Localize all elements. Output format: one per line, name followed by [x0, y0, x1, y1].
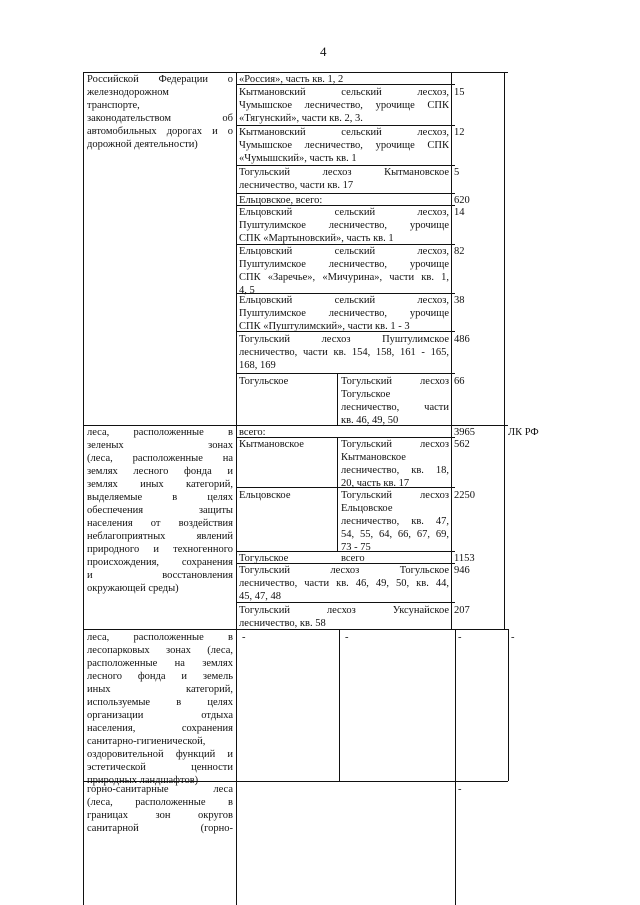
- text-line: лесничество, части кв. 46, 49, 50, кв. 44,: [239, 578, 449, 589]
- text-line: землях иных категорий,: [87, 479, 233, 490]
- table-row-desc: [341, 375, 449, 427]
- text-line: землях лесного фонда и: [87, 466, 233, 477]
- text-line: Ельцовское, всего:: [239, 195, 323, 206]
- text-line: 73 - 75: [341, 542, 371, 553]
- text-line: оздоровительной функций и: [87, 749, 233, 760]
- text-line: 54, 55, 64, 66, 67, 69,: [341, 529, 449, 540]
- text-line: Тогульское: [341, 389, 391, 400]
- text-line: транспорте,: [87, 100, 140, 111]
- text-line: (леса, расположенные на: [87, 453, 233, 464]
- text-line: расположенные на землях: [87, 658, 233, 669]
- table-cell-dash: -: [458, 784, 462, 795]
- text-line: лесничество, части: [341, 402, 449, 413]
- text-line: Тогульский лесхоз: [341, 490, 449, 501]
- rule: [339, 629, 340, 781]
- rule: [337, 437, 338, 551]
- text-line: Тогульский лесхоз Тогульское: [239, 565, 449, 576]
- text-line: законодательством об: [87, 113, 233, 124]
- text-line: 4, 5: [239, 285, 255, 296]
- rule: [504, 72, 505, 629]
- table-row-desc: [239, 294, 449, 333]
- table-cell-dash: -: [345, 632, 349, 643]
- text-line: и восстановления: [87, 570, 233, 581]
- text-line: Тогульский лесхоз Пуштулимское: [239, 334, 449, 345]
- text-line: кв. 46, 49, 50: [341, 415, 399, 426]
- text-line: эстетической ценности: [87, 762, 233, 773]
- text-line: лесного фонда и земель: [87, 671, 233, 682]
- text-line: используемые в целях: [87, 697, 233, 708]
- text-line: Кытмановский сельский лесхоз,: [239, 87, 449, 98]
- table-cell-value: 946: [454, 565, 470, 576]
- text-line: «Россия», часть кв. 1, 2: [239, 74, 344, 85]
- text-line: окружающей среды): [87, 583, 179, 594]
- table-cell-value: 207: [454, 605, 470, 616]
- table-cell-value: 562: [454, 439, 470, 450]
- text-line: Пуштулимское лесничество, урочище: [239, 220, 449, 231]
- rule: [83, 72, 84, 905]
- text-line: СПК «Мартыновский», часть кв. 1: [239, 233, 394, 244]
- text-line: горно-санитарные леса: [87, 784, 233, 795]
- col1-block-mountain-sanitary: [87, 783, 233, 835]
- table-cell-value: 5: [454, 167, 460, 178]
- text-line: СПК «Заречье», «Мичурина», части кв. 1,: [239, 272, 449, 283]
- table-cell-value: 3965: [454, 427, 475, 438]
- text-line: Кытмановское: [341, 452, 406, 463]
- text-line: железнодорожном: [87, 87, 169, 98]
- text-line: обеспечения защиты: [87, 505, 233, 516]
- table-cell-value: 1153: [454, 553, 475, 564]
- rule: [236, 373, 455, 374]
- text-line: населения, сохранения: [87, 723, 233, 734]
- table-cell-value: 486: [454, 334, 470, 345]
- text-line: Тогульский лесхоз Уксунайское: [239, 605, 449, 616]
- text-line: Ельцовский сельский лесхоз,: [239, 246, 449, 257]
- table-cell-dash: -: [242, 632, 246, 643]
- table-row-desc: [239, 245, 449, 297]
- text-line: лесничество, части кв. 154, 158, 161 - 165,: [239, 347, 449, 358]
- text-line: зеленых зонах: [87, 440, 233, 451]
- text-line: 45, 47, 48: [239, 591, 281, 602]
- table-row-desc: [239, 126, 449, 165]
- text-line: автомобильных дорогах и о: [87, 126, 233, 137]
- text-line: границах зон округов: [87, 810, 233, 821]
- table-cell-dash: -: [511, 632, 515, 643]
- text-line: лесничество, кв. 58: [239, 618, 326, 629]
- text-line: леса, расположенные в: [87, 632, 233, 643]
- text-line: СПК «Пуштулимский», части кв. 1 - 3: [239, 321, 410, 332]
- text-line: неблагоприятных явлений: [87, 531, 233, 542]
- table-cell-district: Тогульское: [239, 553, 289, 564]
- table-cell-value: 14: [454, 207, 465, 218]
- table-row-desc: [239, 166, 449, 192]
- page-number: 4: [320, 44, 327, 59]
- text-line: «Тягунский», части кв. 2, 3.: [239, 113, 363, 124]
- text-line: лесничество, части кв. 17: [239, 180, 354, 191]
- text-line: 168, 169: [239, 360, 276, 371]
- rule: [236, 72, 237, 905]
- table-row-desc: [341, 438, 449, 490]
- table-cell-district: Тогульское: [239, 376, 289, 387]
- text-line: природных ландшафтов): [87, 775, 199, 786]
- text-line: санитарной (горно-: [87, 823, 233, 834]
- table-row-desc: [341, 489, 449, 554]
- text-line: Ельцовское: [341, 503, 393, 514]
- text-line: всего: [341, 553, 365, 564]
- table-cell-dash: -: [458, 632, 462, 643]
- text-line: населения от воздействия: [87, 518, 233, 529]
- rule: [455, 629, 456, 905]
- text-line: всего:: [239, 427, 266, 438]
- text-line: 20, часть кв. 17: [341, 478, 410, 489]
- rule: [508, 629, 509, 781]
- text-line: Российской Федерации о: [87, 74, 233, 85]
- text-line: Кытмановский сельский лесхоз,: [239, 127, 449, 138]
- table-row-desc: [239, 333, 449, 372]
- text-line: Пуштулимское лесничество, урочище: [239, 259, 449, 270]
- table-cell-district: Кытмановское: [239, 439, 304, 450]
- text-line: лесничество, кв. 47,: [341, 516, 449, 527]
- text-line: выделяемые в целях: [87, 492, 233, 503]
- text-line: природного и техногенного: [87, 544, 233, 555]
- rule: [451, 72, 452, 629]
- col1-block-forest-parks: [87, 631, 233, 787]
- table-cell-value: 2250: [454, 490, 475, 501]
- text-line: Тогульский лесхоз: [341, 376, 449, 387]
- text-line: Чумышское лесничество, урочище СПК: [239, 140, 449, 151]
- text-line: Чумышское лесничество, урочище СПК: [239, 100, 449, 111]
- table-cell-basis: ЛК РФ: [508, 427, 539, 438]
- table-row-desc: [239, 564, 449, 603]
- text-line: Тогульский лесхоз Кытмановское: [239, 167, 449, 178]
- table-row-desc: [239, 73, 449, 86]
- col1-block-green-zones: [87, 426, 233, 595]
- text-line: организации отдыха: [87, 710, 233, 721]
- table-cell-value: 15: [454, 87, 465, 98]
- table-cell-district: Ельцовское: [239, 490, 291, 501]
- text-line: «Чумышский», часть кв. 1: [239, 153, 357, 164]
- text-line: Пуштулимское лесничество, урочище: [239, 308, 449, 319]
- table-cell-value: 66: [454, 376, 465, 387]
- table-cell-value: 620: [454, 195, 470, 206]
- text-line: (леса, расположенные в: [87, 797, 233, 808]
- table-row-desc: [239, 604, 449, 630]
- table-cell-value: 82: [454, 246, 465, 257]
- col1-block-law: [87, 73, 233, 151]
- text-line: леса, расположенные в: [87, 427, 233, 438]
- table-cell-value: 12: [454, 127, 465, 138]
- table-row-desc: [239, 86, 449, 125]
- table-cell-value: 38: [454, 295, 465, 306]
- text-line: иных категорий,: [87, 684, 233, 695]
- text-line: санитарно-гигиенической,: [87, 736, 206, 747]
- text-line: дорожной деятельности): [87, 139, 198, 150]
- rule: [337, 373, 338, 425]
- text-line: лесопарковых зонах (леса,: [87, 645, 233, 656]
- text-line: Тогульский лесхоз: [341, 439, 449, 450]
- table-row-desc: [239, 206, 449, 245]
- text-line: Ельцовский сельский лесхоз,: [239, 207, 449, 218]
- text-line: происхождения, сохранения: [87, 557, 233, 568]
- text-line: Ельцовский сельский лесхоз,: [239, 295, 449, 306]
- text-line: лесничество, кв. 18,: [341, 465, 449, 476]
